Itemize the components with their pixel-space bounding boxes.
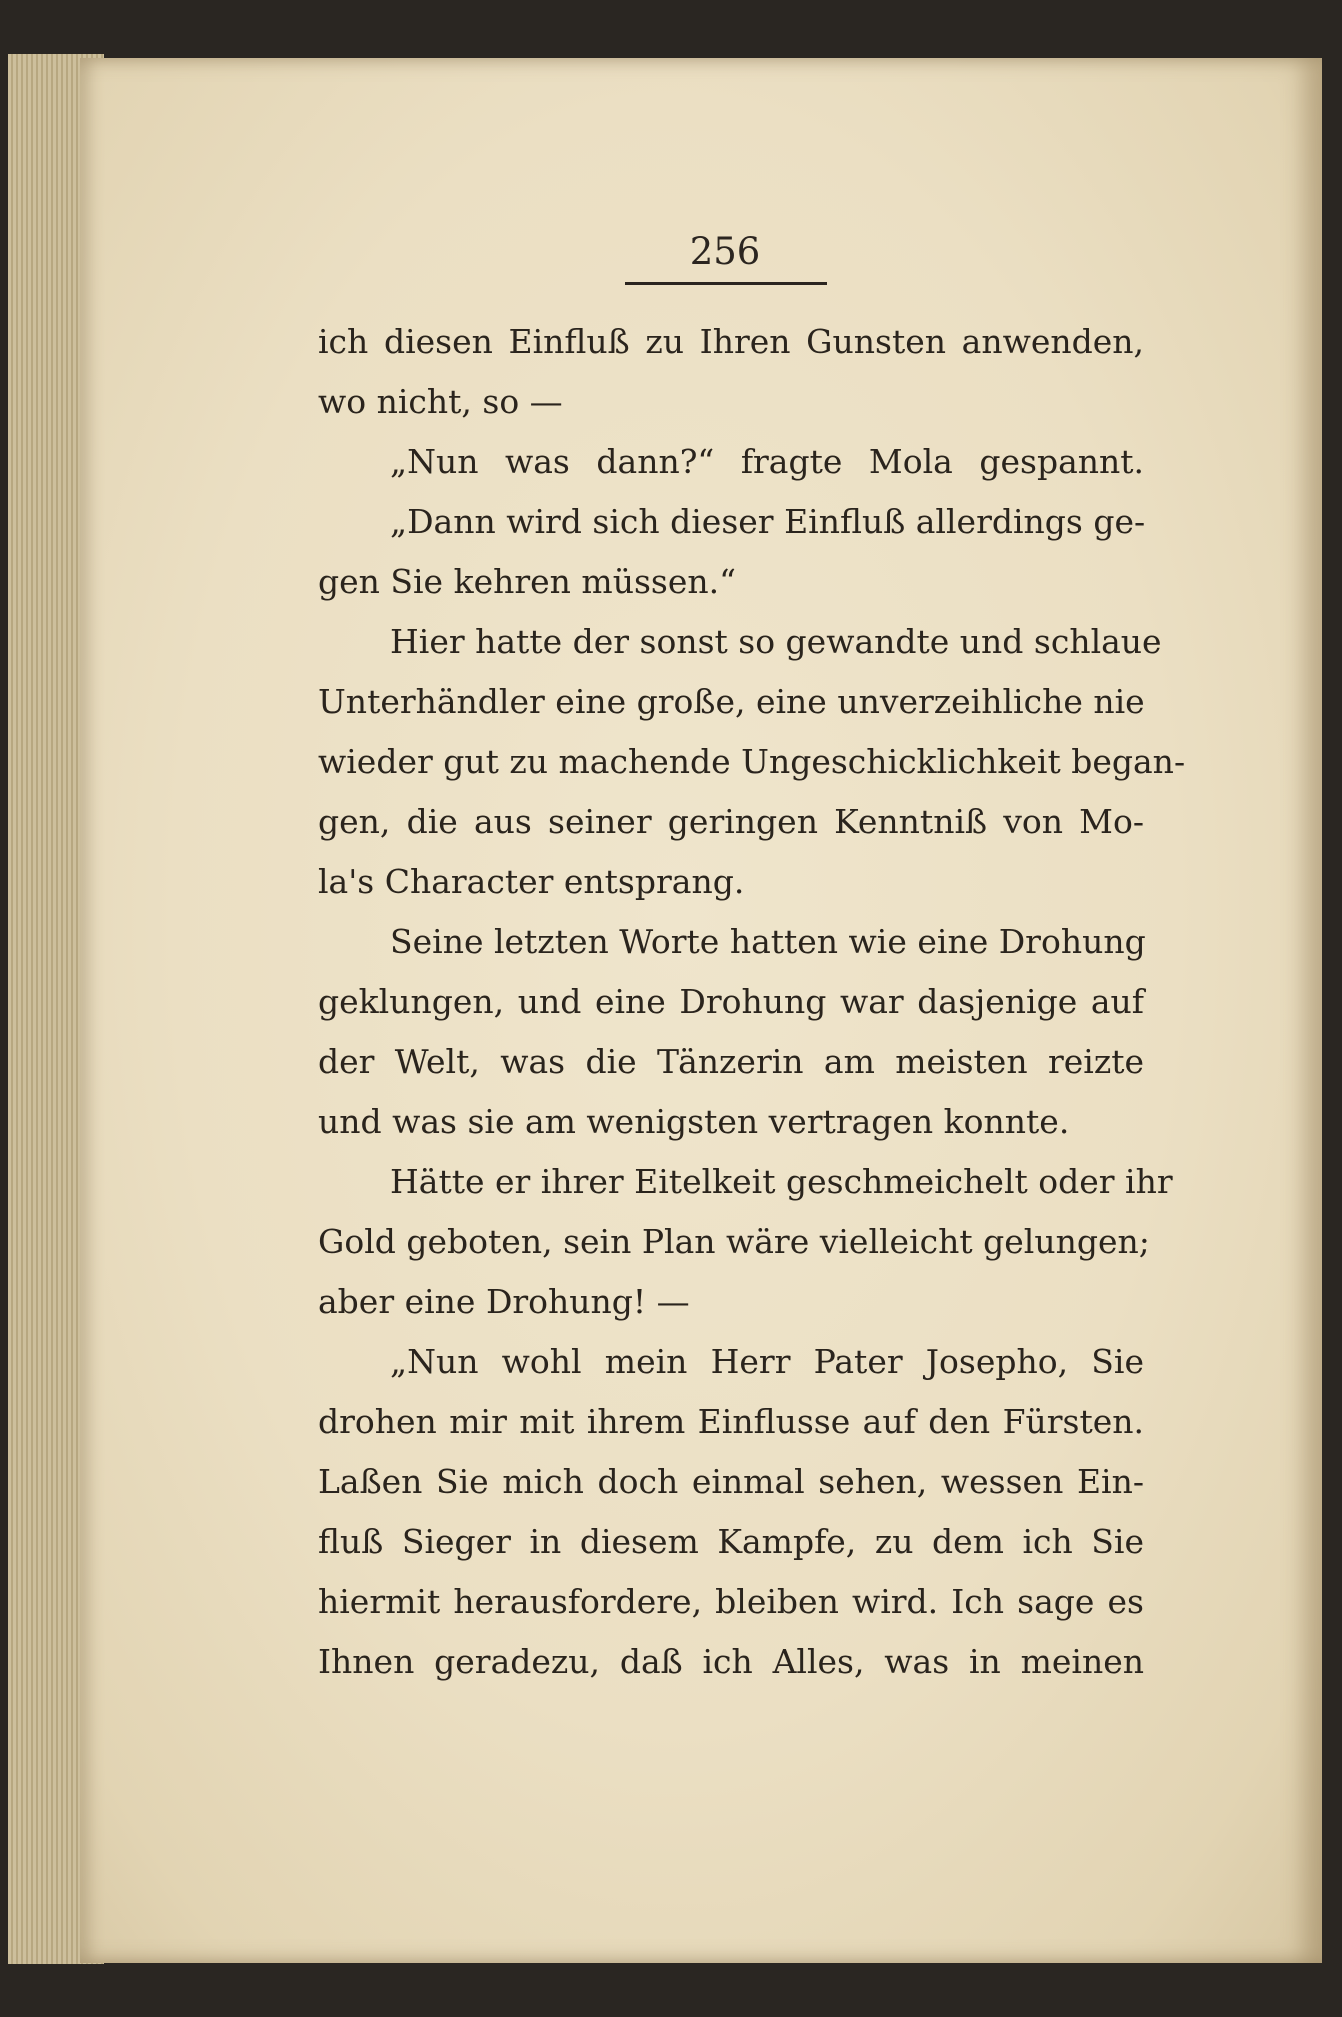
- text-line: Laßen Sie mich doch einmal sehen, wessen Ein-: [318, 1462, 1144, 1501]
- text-line: „Nun wohl mein Herr Pater Josepho, Sie: [390, 1342, 1144, 1381]
- text-line: hiermit herausfordere, bleiben wird. Ich sage es: [318, 1582, 1144, 1621]
- text-line: und was sie am wenigsten vertragen konnte.: [318, 1102, 1070, 1141]
- text-line: „Dann wird sich dieser Einfluß allerdings ge-: [390, 502, 1146, 541]
- text-line: Gold geboten, sein Plan wäre vielleicht gelungen;: [318, 1222, 1150, 1261]
- text-line: wieder gut zu machende Ungeschicklichkeit began-: [318, 742, 1186, 781]
- text-line: Unterhändler eine große, eine unverzeihliche nie: [318, 682, 1145, 721]
- text-line: der Welt, was die Tänzerin am meisten reizte: [318, 1042, 1144, 1081]
- text-line: gen, die aus seiner geringen Kenntniß von Mo-: [318, 802, 1144, 841]
- page-number: 256: [689, 230, 761, 273]
- text-line: la's Character entsprang.: [318, 862, 745, 901]
- text-line: geklungen, und eine Drohung war dasjenige auf: [318, 982, 1144, 1021]
- text-line: drohen mir mit ihrem Einflusse auf den Fürsten.: [318, 1402, 1144, 1441]
- text-line: Hier hatte der sonst so gewandte und schlaue: [390, 622, 1162, 661]
- text-line: fluß Sieger in diesem Kampfe, zu dem ich Sie: [318, 1522, 1144, 1561]
- text-line: Ihnen geradezu, daß ich Alles, was in meinen: [318, 1642, 1144, 1681]
- text-line: gen Sie kehren müssen.“: [318, 562, 736, 601]
- text-line: Hätte er ihrer Eitelkeit geschmeichelt oder ihr: [390, 1162, 1173, 1201]
- text-line: wo nicht, so —: [318, 382, 563, 421]
- text-line: ich diesen Einfluß zu Ihren Gunsten anwenden,: [318, 322, 1144, 361]
- header-rule: [625, 282, 827, 285]
- text-line: Seine letzten Worte hatten wie eine Drohung: [390, 922, 1146, 961]
- text-line: aber eine Drohung! —: [318, 1282, 690, 1321]
- text-line: „Nun was dann?“ fragte Mola gespannt.: [390, 442, 1144, 481]
